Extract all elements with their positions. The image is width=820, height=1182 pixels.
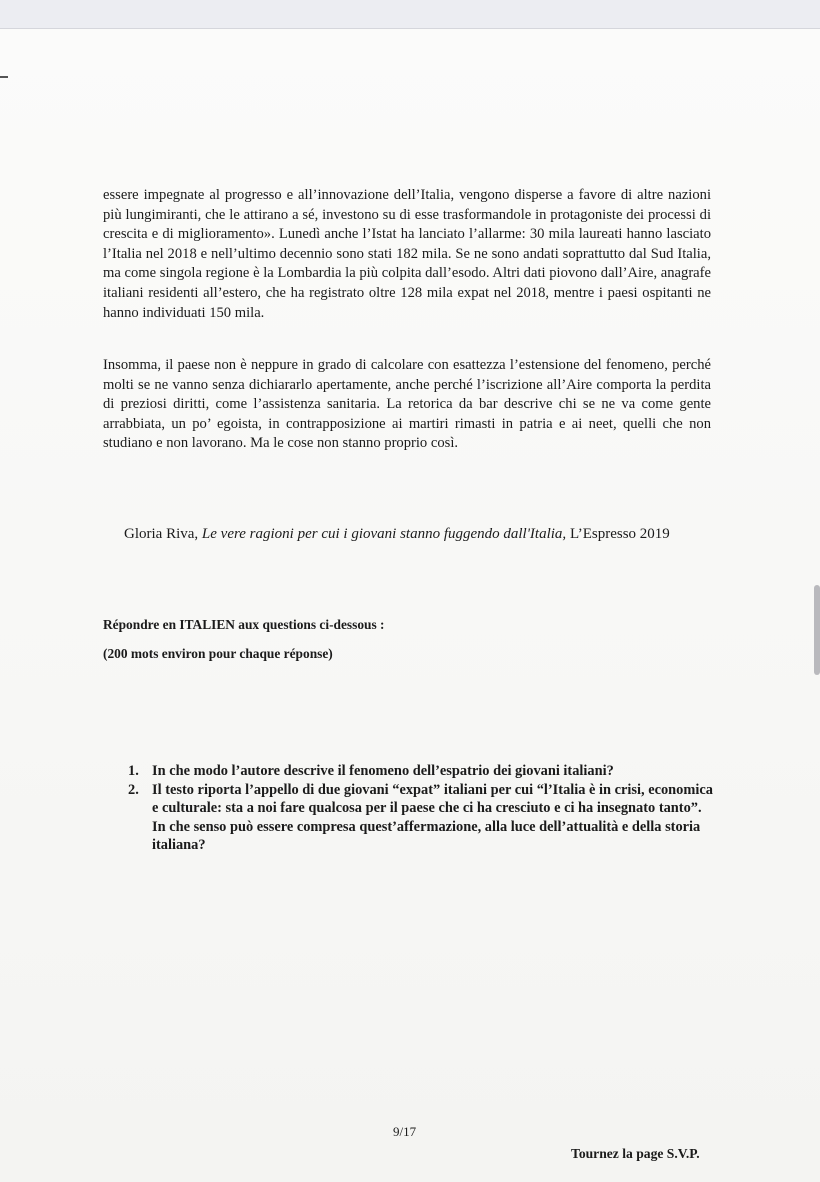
viewer-top-bar	[0, 0, 820, 29]
turn-page-note: Tournez la page S.V.P.	[571, 1146, 700, 1161]
scrollbar-thumb[interactable]	[814, 585, 820, 675]
page-edge-mark	[0, 76, 8, 78]
page-number: 9/17	[393, 1124, 417, 1139]
question-item	[128, 762, 718, 781]
instruction-language: Répondre en ITALIEN aux questions ci-dessous :	[103, 617, 385, 632]
question-number: 2.	[128, 781, 139, 798]
question-text: In che modo l’autore descrive il fenomeno dell’espatrio dei giovani italiani?	[152, 763, 614, 779]
citation-source: L’Espresso 2019	[569, 526, 670, 542]
instruction-length: (200 mots environ pour chaque réponse)	[103, 646, 333, 661]
question-text: Il testo riporta l’appello di due giovani “expat” italiani per cui “l’Italia è in crisi, economica e culturale: sta a noi fare qualcosa per il paese che ci ha cresciuto e ci ha insegnato tanto”. In che senso può essere compresa quest’affermazione, alla luce dell’attualità e della storia italiana?	[152, 781, 713, 853]
paragraph-1: essere impegnate al progresso e all’innovazione dell’Italia, vengono disperse a favore di altre nazioni più lungimiranti, che le attirano a sé, investono su di esse trasformandole in protagoniste dei processi di crescita e di miglioramento». Lunedì anche l’Istat ha lanciato l’allarme: 30 mila laureati hanno lasciato l’Italia nel 2018 e nell’ultimo decennio sono stati 182 mila. Se ne sono andati soprattutto dal Sud Italia, ma come singola regione è la Lombardia la più colpita dall’esodo. Altri dati piovono dall’Aire, anagrafe italiani residenti all’estero, che ha registrato oltre 128 mila expat nel 2018, mentre i paesi ospitanti ne hanno individuati 150 mila.	[103, 187, 711, 321]
question-item	[128, 781, 718, 855]
question-number: 1.	[128, 763, 139, 779]
citation	[124, 524, 724, 544]
citation-author: Gloria Riva,	[124, 526, 199, 542]
citation-title: Le vere ragioni per cui i giovani stanno fuggendo dall'Italia,	[201, 526, 567, 542]
paragraph-2: Insomma, il paese non è neppure in grado di calcolare con esattezza l’estensione del fenomeno, perché molti se ne vanno senza dichiararlo apertamente, anche perché l’iscrizione all’Aire comporta la perdita di preziosi diritti, come l’assistenza sanitaria. La retorica da bar descrive chi se ne va come gente arrabbiata, un po’ egoista, in contrapposizione ai martiri rimasti in patria e ai neet, quelli che non studiano e non lavorano. Ma le cose non stanno proprio così.	[103, 357, 711, 452]
question-list	[128, 762, 718, 855]
